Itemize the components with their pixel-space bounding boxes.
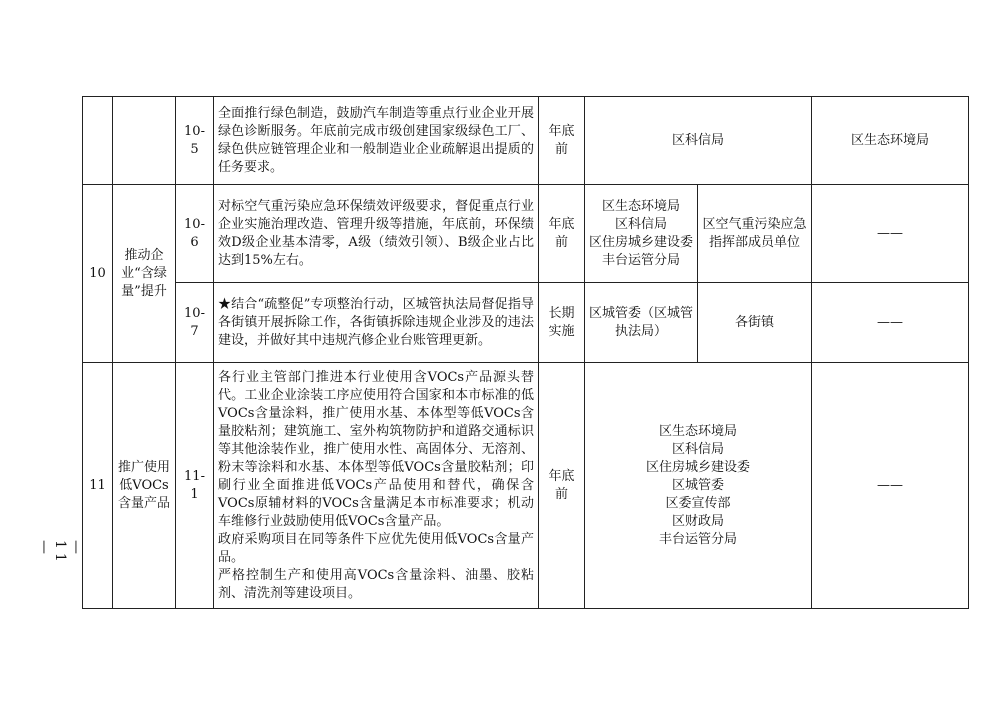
support-unit: —— — [812, 283, 969, 363]
group-number-cell — [83, 97, 113, 185]
task-deadline: 年底前 — [539, 185, 585, 283]
support-unit: 区生态环境局 — [812, 97, 969, 185]
task-deadline: 年底前 — [539, 363, 585, 609]
support-unit: —— — [812, 363, 969, 609]
task-description: ★结合“疏整促”专项整治行动，区城管执法局督促指导各街镇开展拆除工作，各街镇拆除违规企业涉及的违法建设，并做好其中违规汽修企业台账管理更新。 — [214, 283, 539, 363]
support-unit: —— — [812, 185, 969, 283]
cooperating-unit: 各街镇 — [698, 283, 812, 363]
lead-unit: 区科信局 — [585, 97, 812, 185]
task-table — [82, 96, 969, 609]
task-code: 10-6 — [176, 185, 214, 283]
group-name: 推广使用低VOCs含量产品 — [113, 363, 176, 609]
task-deadline: 长期实施 — [539, 283, 585, 363]
task-description: 全面推行绿色制造，鼓励汽车制造等重点行业企业开展绿色诊断服务。年底前完成市级创建国家级绿色工厂、绿色供应链管理企业和一般制造业企业疏解退出提质的任务要求。 — [214, 97, 539, 185]
table-row — [83, 97, 969, 185]
table-row — [83, 363, 969, 609]
task-deadline: 年底前 — [539, 97, 585, 185]
table-row — [83, 283, 969, 363]
group-name: 推动企业“含绿量”提升 — [113, 185, 176, 363]
group-name-cell — [113, 97, 176, 185]
table-row — [83, 185, 969, 283]
lead-unit: 区生态环境局 区科信局 区住房城乡建设委 区城管委 区委宣传部 区财政局 丰台运管分局 — [585, 363, 812, 609]
cooperating-unit: 区空气重污染应急指挥部成员单位 — [698, 185, 812, 283]
group-number: 11 — [83, 363, 113, 609]
lead-unit: 区生态环境局 区科信局 区住房城乡建设委 丰台运管分局 — [585, 185, 698, 283]
task-code: 11-1 — [176, 363, 214, 609]
task-description: 对标空气重污染应急环保绩效评级要求，督促重点行业企业实施治理改造、管理升级等措施，年底前，环保绩效D级企业基本清零，A级（绩效引领）、B级企业占比达到15%左右。 — [214, 185, 539, 283]
lead-unit: 区城管委（区城管执法局） — [585, 283, 698, 363]
group-number: 10 — [83, 185, 113, 363]
task-code: 10-7 — [176, 283, 214, 363]
task-code: 10-5 — [176, 97, 214, 185]
page-number: — 11 — — [36, 540, 84, 566]
task-description: 各行业主管部门推进本行业使用含VOCs产品源头替代。工业企业涂装工序应使用符合国家和本市标准的低VOCs含量涂料，推广使用水基、本体型等低VOCs含量胶粘剂；建筑施工、室外构筑物防护和道路交通标识等其他涂装作业，推广使用水性、高固体分、无溶剂、粉末等涂料和水基、本体型等低VOCs含量胶粘剂；印刷行业全面推进低VOCs产品使用和替代，确保含VOCs原辅材料的VOCs含量满足本市标准要求；机动车维修行业鼓励使用低VOCs含量产品。 政府采购项目在同等条件下应优先使用低VOCs含量产品。 严格控制生产和使用高VOCs含量涂料、油墨、胶粘剂、清洗剂等建设项目。 — [214, 363, 539, 609]
